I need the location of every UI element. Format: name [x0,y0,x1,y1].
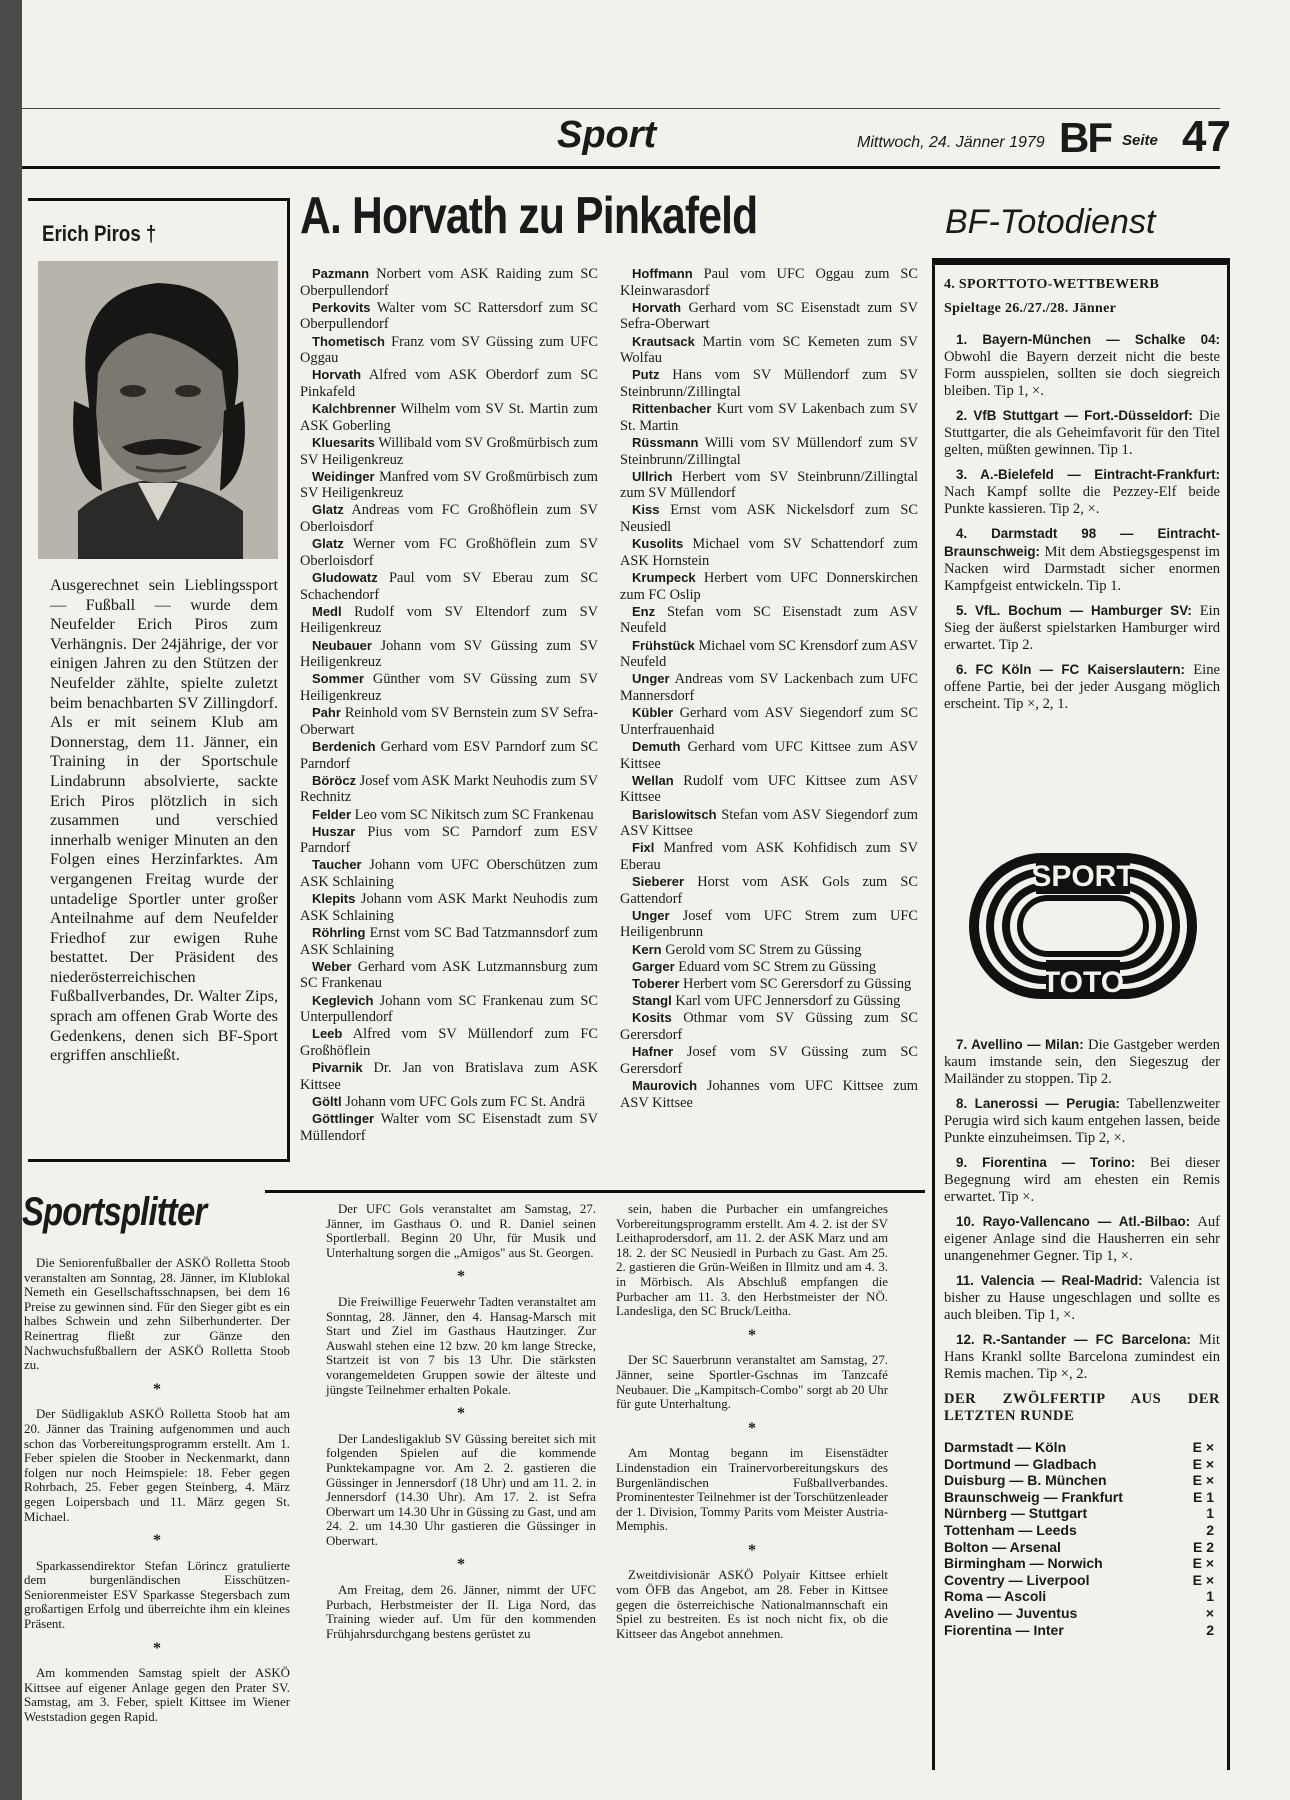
transfer-detail: Andreas vom SV Lackenbach zum UFC Mannersdorf [620,671,918,704]
transfer-player-name: Berdenich [312,738,376,754]
portrait-photo [38,261,278,559]
transfer-entry [620,993,918,1010]
masthead [22,108,1231,170]
obituary-box [28,198,290,1162]
sportsplitter-title: Sportsplitter [22,1190,207,1234]
transfer-detail: Gerhard vom ESV Parndorf zum SC Parndorf [300,738,598,772]
transfer-player-name: Kluesarits [312,434,375,450]
transfer-entry [620,367,918,400]
star-separator: * [748,1541,756,1559]
tip-row [944,1622,1214,1639]
toto-match: 2. VfB Stuttgart — Fort.-Düsseldorf: [956,408,1193,423]
transfer-detail: Michael vom SC Krensdorf zum ASV Neufeld [620,637,918,671]
toto-forecast: Tabellenzweiter Perugia wird sich kaum entgehen lassen, beide Punkte einzuheimsen. Tip 2, ×. [944,1096,1220,1146]
tip-row [944,1555,1214,1572]
sport-toto-logo [968,852,1198,1000]
toto-match: 12. R.-Santander — FC Barcelona: [956,1332,1191,1347]
splitter-paragraph: Der Südligaklub ASKÖ Rolletta Stoob hat am 20. Jänner das Training aufgenommen und auch schon das Vorbereitungsprogramm erstellt. Am 1. Feber spielen die Stoober in Neckenmarkt, dann folgen nur noch Heimspiele: 18. Feber gegen Rohrbach, 25. Feber gegen Steinberg, 4. März gegen Loipersbach und 11. März gegen St. Michael. [24,1407,290,1524]
transfer-player-name: Thometisch [312,333,385,349]
toto-forecast: Bei dieser Begegnung wird am ehesten ein Remis erwartet. Tip ×. [944,1155,1220,1205]
transfer-detail: Gerhard vom ASK Lutzmannsburg zum SC Frankenau [300,958,598,992]
transfer-player-name: Hafner [632,1044,674,1060]
tip-row [944,1539,1214,1556]
toto-text-top [944,276,1220,720]
transfer-player-name: Kosits [632,1010,672,1026]
toto-match-entry [944,1036,1220,1088]
transfer-player-name: Fixl [632,840,655,856]
transfer-detail: Reinhold vom SV Bernstein zum SV Sefra-Oberwart [300,705,598,738]
transfer-detail: Wilhelm vom SV St. Martin zum ASK Goberling [300,401,598,434]
star-separator: * [457,1405,465,1423]
transfer-detail: Stefan vom SC Eisenstadt zum ASV Neufeld [620,603,918,637]
transfer-entry [300,367,598,400]
transfer-player-name: Barislowitsch [632,806,717,822]
transfer-detail: Gerhard vom SC Eisenstadt zum SV Sefra-Oberwart [620,299,918,333]
toto-match: 11. Valencia — Real-Madrid: [956,1273,1143,1288]
transfer-detail: Josef vom SV Güssing zum SC Gerersdorf [620,1044,918,1077]
transfer-player-name: Glatz [312,502,344,518]
transfer-entry [300,300,598,333]
transfer-player-name: Göltl [312,1093,342,1109]
transfer-entry [620,1044,918,1077]
transfer-entry [620,604,918,637]
transfer-player-name: Sommer [312,671,365,687]
tip-match: Bolton — Arsenal [944,1538,1061,1555]
transfer-detail: Herbert vom SV Steinbrunn/Zillingtal zum SV Müllendorf [620,468,918,502]
splitter-paragraph: sein, haben die Purbacher ein umfangreiches Vorbereitungsprogramm erstellt. Am 4. 2. ist der SV Leithaprodersdorf, am 11. 2. der ASK Marz und am 18. 2. der SC Neusiedl in Purbach zu Gast. Am 25. 2. gastieren die Grün-Weißen in Illmitz und am 4. 3. in Mörbisch. Als Abschluß empfangen die Purbacher am 11. 3. den Herbstmeister der NÖ. Landesliga, den SC Bruck/Leitha. [616,1202,888,1319]
tip-result: E × [1192,1455,1214,1472]
transfer-entry [620,773,918,806]
transfer-entry [620,705,918,738]
transfer-player-name: Kübler [632,705,674,721]
splitter-paragraph: Die Seniorenfußballer der ASKÖ Rolletta Stoob veranstalten am Sonntag, 28. Jänner, im Klublokal Nemeth ein Gesellschaftsschnapsen, bei dem 16 Preise zu gewinnen sind. Für den Sieger gibt es ein halbes Schwein und zehn Silberhunderter. Der Reinertrag fließt zur Gänze den Nachwuchsfußballern der ASKÖ Rolletta Stoob zu. [24,1256,290,1373]
transfer-player-name: Felder [312,806,352,822]
transfer-player-name: Kalchbrenner [312,401,396,417]
transfer-entry [620,840,918,873]
transfer-entry [620,570,918,603]
transfer-entry [300,334,598,367]
transfer-entry [300,570,598,603]
transfer-detail: Alfred vom ASK Oberdorf zum SC Pinkafeld [300,367,598,400]
tip-match: Avelino — Juventus [944,1604,1078,1621]
toto-match: 9. Fiorentina — Torino: [956,1155,1136,1170]
transfer-player-name: Enz [632,603,656,619]
tip-row [944,1439,1214,1456]
transfer-player-name: Frühstück [632,637,695,653]
toto-forecast: Mit Hans Krankl sollte Barcelona zumindest ein Remis machen. Tip ×, 2. [944,1332,1220,1382]
transfer-player-name: Pazmann [312,266,370,281]
transfer-player-name: Hoffmann [632,266,693,281]
transfer-player-name: Göttlinger [312,1111,375,1127]
section-name: Sport [557,114,657,156]
sport-logo-text: SPORT [1031,860,1135,893]
toto-forecast: Die Stuttgarter, die als Geheimfavorit für den Titel gelten, müßten gewinnen. Tip 1. [944,408,1220,458]
star-separator: * [153,1380,161,1398]
toto-match: 5. VfL. Bochum — Hamburger SV: [956,603,1192,618]
transfer-detail: Josef vom ASK Markt Neuhodis zum SV Rechnitz [300,772,598,806]
transfer-detail: Martin vom SC Kemeten zum SV Wolfau [620,333,918,367]
splitter-paragraph: Der SC Sauerbrunn veranstaltet am Samstag, 27. Jänner, seine Sportler-Gschnas im Tanzcafé Neubauer. Die „Kampitsch-Combo" sorgt ab 20 Uhr für gute Unterhaltung. [616,1353,888,1412]
transfer-player-name: Kiss [632,502,660,518]
transfer-player-name: Ullrich [632,468,673,484]
toto-logo-text: TOTO [1041,966,1125,999]
transfer-player-name: Klepits [312,891,356,907]
transfer-detail: Herbert vom SC Gerersdorf zu Güssing [683,976,912,992]
transfer-detail: Ernst vom SC Bad Tatzmannsdorf zum ASK Schlaining [300,925,598,958]
transfer-player-name: Glatz [312,536,344,552]
transfer-player-name: Perkovits [312,299,371,315]
transfer-player-name: Leeb [312,1026,343,1042]
tip-result: E 2 [1192,1538,1214,1555]
tip-row [944,1588,1214,1605]
transfer-detail: Franz vom SV Güssing zum UFC Oggau [300,333,598,367]
transfer-player-name: Rittenbacher [632,401,712,417]
splitter-paragraph: Am Freitag, dem 26. Jänner, nimmt der UFC Purbach, Herbstmeister der II. Liga Nord, das Training wieder auf. Um für den kommenden Frühjahrsdurchgang bestens gerüstet zu [326,1583,596,1641]
transfer-detail: Manfred vom SV Großmürbisch zum SV Heiligenkreuz [300,468,598,502]
newspaper-logo: BF [1059,114,1111,161]
toto-match-entry [944,1154,1220,1206]
splitter-paragraph: Der UFC Gols veranstaltet am Samstag, 27. Jänner, im Gasthaus O. und R. Daniel seinen Sportlerball. Beginn 20 Uhr, für Musik und Unterhaltung sorgen die „Amigos" aus St. Georgen. [326,1202,596,1260]
transfer-player-name: Böröcz [312,772,357,788]
toto-match: 3. A.-Bielefeld — Eintracht-Frankfurt: [956,467,1220,482]
transfer-detail: Rudolf vom SV Eltendorf zum SV Heiligenkreuz [300,603,598,637]
toto-match-entry [944,602,1220,654]
transfer-entry [620,469,918,502]
transfer-entry [300,638,598,671]
toto-forecast: Auf eigener Anlage sind die Hausherren ein sehr unangenehmer Gegner. Tip 1, ×. [944,1214,1221,1264]
tip-result: 1 [1206,1588,1214,1605]
toto-title: 4. SPORTTOTO-WETTBEWERB [944,277,1160,292]
toto-match: 4. Darmstadt 98 — Eintracht-Braunschweig: [944,526,1220,559]
tip-result: 1 [1206,1505,1214,1522]
star-separator: * [457,1268,465,1286]
toto-text-bottom [944,1036,1220,1638]
transfer-detail: Kurt vom SV Lakenbach zum SV St. Martin [620,401,918,434]
article-headline: A. Horvath zu Pinkafeld [300,187,758,245]
transfer-detail: Johannes vom UFC Kittsee zum ASV Kittsee [620,1077,918,1111]
transfer-player-name: Maurovich [632,1077,698,1093]
tip-row [944,1605,1214,1622]
splitter-paragraph: Die Freiwillige Feuerwehr Tadten veranstaltet am Sonntag, 28. Jänner, den 4. Hansag-Marsch mit Start und Ziel im Gasthaus Hautzinger. Zur Auswahl stehen eine 12 bzw. 20 km lange Strecke, Startzeit ist von 7 bis 13 Uhr. Die stärksten vorangemeldeten Gruppen sowie der älteste und jüngste Teilnehmer erhalten Pokale. [326,1294,596,1397]
transfer-detail: Gerhard vom ASV Siegendorf zum SC Unterfrauenhaid [620,705,918,738]
transfer-player-name: Kern [632,941,662,957]
tip-row [944,1456,1214,1473]
toto-match-entry [944,331,1220,400]
page-number: 47 [1182,112,1231,161]
toto-items-top [944,331,1220,713]
transfer-detail: Rudolf vom UFC Kittsee zum ASV Kittsee [620,772,918,806]
transfer-entry [620,638,918,671]
transfer-entry [300,773,598,806]
transfer-entry [300,739,598,772]
toto-match: 6. FC Köln — FC Kaiserslautern: [956,662,1186,677]
toto-match-entry [944,1213,1220,1265]
tip-table [944,1439,1214,1638]
transfer-entry [300,266,598,299]
transfer-detail: Günther vom SV Güssing zum SV Heiligenkreuz [300,671,598,704]
toto-match: 7. Avellino — Milan: [956,1037,1084,1052]
transfer-detail: Werner vom FC Großhöflein zum SV Oberloisdorf [300,536,599,569]
tip-result: 2 [1206,1521,1214,1538]
toto-forecast: Die Gastgeber werden kaum imstande sein, den Siegeszug der Mailänder zu stoppen. Tip 2. [944,1037,1220,1087]
tip-match: Dortmund — Gladbach [944,1455,1097,1472]
transfer-player-name: Pahr [312,705,341,721]
transfer-player-name: Demuth [632,738,681,754]
transfer-player-name: Unger [632,907,670,923]
transfer-entry [300,1111,598,1144]
transfer-player-name: Krautsack [632,333,695,349]
tip-match: Fiorentina — Inter [944,1621,1064,1638]
tip-row [944,1505,1214,1522]
tip-result: E × [1192,1472,1214,1489]
transfer-entry [300,993,598,1026]
toto-match: 8. Lanerossi — Perugia: [956,1096,1120,1111]
toto-forecast: Nach Kampf sollte die Pezzey-Elf beide Punkte kassieren. Tip 2, ×. [944,484,1220,517]
transfer-entry [300,1026,598,1059]
transfer-entry [300,705,598,738]
transfer-detail: Hans vom SV Müllendorf zum SV Steinbrunn/Zillingtal [620,367,918,400]
toto-forecast: Mit dem Abstiegsgespenst im Nacken wird Darmstadt sicher enormen Kampfgeist entwickeln. Tip 1. [944,544,1220,594]
transfer-entry [620,435,918,468]
star-separator: * [457,1556,465,1574]
toto-heading: BF-Totodienst [945,203,1156,241]
transfer-entry [620,807,918,840]
transfer-detail: Johann vom SV Güssing zum SV Heiligenkreuz [300,637,598,671]
transfer-player-name: Sieberer [632,874,685,890]
transfer-detail: Dr. Jan von Bratislava zum ASK Kittsee [300,1060,598,1093]
transfer-detail: Othmar vom SV Güssing zum SC Gerersdorf [620,1010,918,1043]
transfer-player-name: Toberer [632,976,680,991]
transfer-entry [300,959,598,992]
transfer-player-name: Gludowatz [312,570,378,586]
transfer-entry [620,401,918,434]
transfer-entry [300,807,598,824]
transfer-detail: Herbert vom UFC Donnerskirchen zum FC Oslip [620,570,918,603]
toto-match: 1. Bayern-München — Schalke 04: [956,332,1220,347]
tip-row [944,1572,1214,1589]
transfer-player-name: Wellan [632,772,674,788]
tip-result: × [1205,1604,1214,1621]
transfer-detail: Paul vom SV Eberau zum SC Schachendorf [300,570,598,603]
transfer-detail: Manfred vom ASK Kohfidisch zum SV Eberau [620,840,918,873]
transfer-entry [620,1078,918,1111]
transfer-entry [620,874,918,907]
transfer-player-name: Horvath [312,367,362,383]
transfer-entry [300,435,598,468]
tip-match: Coventry — Liverpool [944,1571,1090,1588]
transfer-player-name: Pivarnik [312,1060,363,1076]
masthead-bottom-rule [22,166,1220,169]
transfer-player-name: Röhrling [312,925,366,941]
tip-result: E 1 [1192,1488,1214,1505]
transfer-entry [620,976,918,993]
transfer-detail: Norbert vom ASK Raiding zum SC Oberpullendorf [300,266,598,299]
transfer-detail: Alfred vom SV Müllendorf zum FC Großhöflein [300,1026,598,1059]
transfer-entry [300,891,598,924]
transfer-detail: Gerhard vom UFC Kittsee zum ASV Kittsee [620,738,918,772]
transfer-player-name: Taucher [312,857,362,873]
toto-match-entry [944,1095,1220,1147]
transfer-player-name: Medl [312,603,342,619]
transfer-entry [620,739,918,772]
tip-match: Duisburg — B. München [944,1472,1107,1489]
transfer-detail: Paul vom UFC Oggau zum SC Kleinwarasdorf [620,266,918,299]
tip-result: 2 [1206,1621,1214,1638]
transfer-entry [620,502,918,535]
transfer-detail: Stefan vom ASV Siegendorf zum ASV Kittsee [620,806,918,840]
splitter-paragraph: Der Landesligaklub SV Güssing bereitet sich mit folgenden Spielen auf die kommende Punktekampagne vor. Am 2. 2. gastieren die Güssinger in Jennersdorf (18 Uhr) und am 11. 2. in Jennersdorf (14.30 Uhr). Am 17. 2. ist Sefra Oberwart um 14.30 Uhr in Güssing zu Gast, und am 24. 2. um 14.30 Uhr gastieren die Güssinger in Oberwart. [326,1431,596,1548]
transfer-detail: Walter vom SC Eisenstadt zum SV Müllendorf [300,1111,598,1144]
transfer-detail: Gerold vom SC Strem zu Güssing [665,941,862,958]
tip-row [944,1472,1214,1489]
splitter-paragraph: Zweitdivisionär ASKÖ Polyair Kittsee erhielt vom ÖFB das Angebot, am 28. Feber in Kittsee gegen die österreichische Nationalmannschaft ein Spiel zu bestreiten. Es ist noch nicht fix, ob die Kittseer das Angebot annehmen. [616,1568,888,1641]
star-separator: * [748,1419,756,1437]
transfer-detail: Johann vom UFC Gols zum FC St. Andrä [345,1093,586,1110]
transfer-entry [620,300,918,333]
page-label: Seite [1122,132,1158,149]
transfer-entry [620,1010,918,1043]
transfer-entry [300,824,598,857]
toto-forecast: Valencia ist bisher zu Hause ungeschlagen und sollte es auch bleiben. Tip 1, ×. [944,1273,1220,1323]
transfer-entry [620,908,918,941]
transfer-player-name: Krumpeck [632,570,696,586]
obituary-title: Erich Piros † [42,221,157,246]
toto-match-entry [944,1331,1220,1383]
star-separator: * [153,1532,161,1550]
transfer-player-name: Rüssmann [632,434,699,450]
transfer-entry [300,536,598,569]
splitter-paragraph: Am kommenden Samstag spielt der ASKÖ Kittsee auf eigener Anlage gegen den Prater SV. Samstag, am 3. Feber, spielt Kittsee im Wiener Weststadion gegen Rapid. [24,1666,290,1725]
tip-result: E × [1192,1439,1214,1455]
transfer-detail: Willi vom SV Müllendorf zum SV Steinbrunn/Zillingtal [620,434,918,468]
toto-match-entry [944,466,1220,518]
sportsplitter-column-3 [616,1202,888,1641]
transfer-detail: Leo vom SC Nikitsch zum SC Frankenau [354,806,594,823]
tip-result: E × [1192,1571,1214,1588]
transfer-entry [620,671,918,704]
transfer-detail: Horst vom ASK Gols zum SC Gattendorf [620,874,918,907]
masthead-top-rule [22,108,1220,109]
transfer-player-name: Keglevich [312,992,374,1008]
transfer-entry [620,536,918,569]
issue-date: Mittwoch, 24. Jänner 1979 [857,134,1045,151]
tip-title: DER ZWÖLFERTIP AUS DER LETZTEN RUNDE [944,1391,1220,1424]
transfer-detail: Pius vom SC Parndorf zum ESV Parndorf [300,823,598,857]
transfer-entry [620,959,918,976]
tip-row [944,1489,1214,1506]
toto-items-bottom [944,1036,1220,1383]
tip-match: Roma — Ascoli [944,1588,1047,1605]
tip-match: Tottenham — Leeds [944,1521,1077,1538]
transfer-entry [300,469,598,502]
transfer-player-name: Unger [632,671,670,687]
transfer-player-name: Horvath [632,299,682,315]
sportsplitter-column-2 [326,1202,596,1641]
transfer-entry [300,502,598,535]
transfer-entry [300,1094,598,1111]
page-binding-edge [0,0,22,1800]
transfer-detail: Johann vom SC Frankenau zum SC Unterpullendorf [300,992,598,1026]
transfer-entry [300,401,598,434]
tip-result: E × [1192,1555,1214,1572]
splitter-paragraph: Am Montag begann im Eisenstädter Lindenstadion ein Trainervorbereitungskurs des Burgenländischen Fußballverbandes. Prominentester Teilnehmer ist der Torschützenleader der 1. Division, Tommy Parits vom Meister Austria-Memphis. [616,1446,888,1534]
transfer-player-name: Putz [632,367,660,383]
transfer-detail: Andreas vom FC Großhöflein zum SV Oberloisdorf [300,502,598,536]
transfer-player-name: Huszar [312,823,356,839]
splitter-paragraph: Sparkassendirektor Stefan Lörincz gratulierte dem burgenländischen Eisschützen-Seniorenmeister ESV Sparkasse Stegersbach zum großartigen Erfolg und überreichte ihm ein kleines Präsent. [24,1558,290,1632]
transfer-player-name: Stangl [632,993,672,1009]
toto-forecast: Eine offene Partie, bei der jeder Ausgang möglich erscheint. Tip ×, 2, 1. [944,662,1220,712]
obituary-text: Ausgerechnet sein Lieblingssport — Fußball — wurde dem Neufelder Erich Piros zum Verhängnis. Der 24jährige, der vor einigen Jahren zu den Stützen der Neufelder zählte, spielte zuletzt beim benachbarten SV Zillingdorf. Als er mit seinem Klub am Donnerstag, dem 11. Jänner, ein Training in der Sportschule Lindabrunn absolvierte, sackte Erich Piros plötzlich in sich zusammen und verschied innerhalb weniger Minuten an den Folgen eines Herzinfarktes. Am vergangenen Freitag wurde der untadelige Sportler unter großer Anteilnahme auf dem Neufelder Friedhof zur ewigen Ruhe bestattet. Der Präsident des niederösterreichischen Fußballverbandes, Dr. Walter Zips, sprach am offenen Grab Worte des Gedenkens, denen sich BF-Sport ergriffen anschließt. [50,576,278,1065]
transfer-detail: Ernst vom ASK Nickelsdorf zum SC Neusiedl [620,502,918,536]
transfers-column-1 [300,266,598,1145]
transfer-player-name: Kusolits [632,536,684,552]
transfer-detail: Eduard vom SC Strem zu Güssing [678,958,877,975]
toto-forecast: Ein Sieg der äußerst spielstarken Hamburger wird erwartet. Tip 2. [944,603,1220,653]
star-separator: * [748,1326,756,1344]
toto-match-entry [944,407,1220,459]
transfer-detail: Michael vom SV Schattendorf zum ASK Hornstein [620,536,918,569]
transfer-detail: Johann vom UFC Oberschützen zum ASK Schlaining [300,857,598,891]
toto-subtitle: Spieltage 26./27./28. Jänner [944,301,1117,316]
transfer-detail: Karl vom UFC Jennersdorf zu Güssing [675,993,901,1010]
tip-row [944,1522,1214,1539]
toto-forecast: Obwohl die Bayern derzeit nicht die beste Form ausspielen, sollten sie doch siegreich bleiben. Tip 1, ×. [944,349,1220,399]
sportsplitter-column-1 [24,1256,290,1725]
tip-match: Braunschweig — Frankfurt [944,1488,1123,1505]
transfer-detail: Josef vom UFC Strem zum UFC Heiligenbrunn [620,907,918,941]
toto-match: 10. Rayo-Vallencano — Atl.-Bilbao: [956,1214,1191,1229]
transfer-entry [300,671,598,704]
transfer-detail: Willibald vom SV Großmürbisch zum SV Heiligenkreuz [300,434,599,468]
transfer-player-name: Weidinger [312,468,375,484]
toto-match-entry [944,1272,1220,1324]
transfer-entry [300,604,598,637]
transfer-entry [300,925,598,958]
toto-match-entry [944,525,1220,595]
transfer-detail: Johann vom ASK Markt Neuhodis zum ASK Schlaining [300,891,598,924]
transfer-player-name: Garger [632,958,675,974]
tip-match: Darmstadt — Köln [944,1439,1067,1455]
transfer-entry [300,857,598,890]
sportsplitter-rule [265,1190,925,1193]
transfer-player-name: Weber [312,958,352,974]
toto-match-entry [944,661,1220,713]
transfer-entry [620,942,918,959]
transfer-entry [300,1060,598,1093]
tip-match: Nürnberg — Stuttgart [944,1505,1088,1522]
transfer-detail: Walter vom SC Rattersdorf zum SC Oberpullendorf [300,299,598,333]
transfer-entry [620,266,918,299]
star-separator: * [153,1639,161,1657]
tip-match: Birmingham — Norwich [944,1555,1103,1572]
transfer-player-name: Neubauer [312,637,372,653]
transfers-column-2 [620,266,918,1112]
transfer-entry [620,334,918,367]
